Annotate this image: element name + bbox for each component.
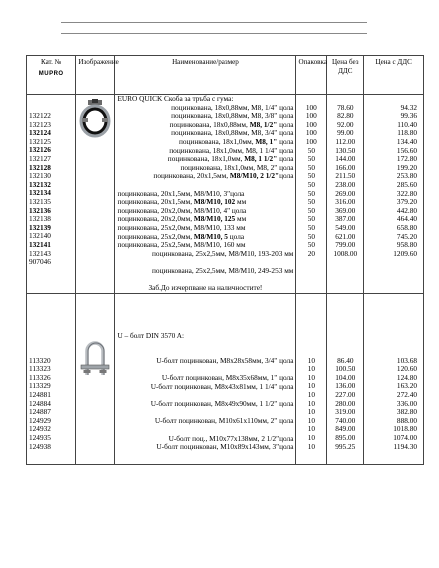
pack-cell: 10	[307, 433, 315, 442]
code-cell: 113320	[29, 355, 51, 365]
product-name: поцинкована, 20х1,5мм, M8/M10, 2 1/2"цола	[153, 171, 294, 181]
code-cell: 124881	[29, 390, 51, 400]
code-cell: 124938	[29, 441, 51, 451]
net-price-cell: 227.00	[335, 390, 356, 400]
product-name: поцинкована, 18х1,0мм, M8, 1 1/4" цола	[169, 145, 294, 155]
gross-price-cell: 120.60	[396, 364, 417, 374]
pack-cell: 100	[305, 128, 317, 138]
pack-cell: 50	[307, 145, 315, 155]
pack-cell: 10	[307, 381, 315, 391]
header-gross-price: Цена с ДДС	[364, 56, 424, 95]
gross-price-cell: 442.80	[396, 205, 417, 215]
section-u-bolt	[27, 332, 424, 461]
pack-cell: 50	[307, 214, 315, 224]
net-price-cell: 799.00	[335, 240, 356, 250]
section-euro-quick	[27, 95, 424, 294]
pack-cell: 50	[307, 171, 315, 181]
section1-net	[327, 95, 364, 294]
pack-cell: 10	[307, 398, 315, 408]
code-cell: 132132	[29, 179, 51, 189]
brand-logo: MUPRO	[38, 70, 64, 77]
pack-cell: 50	[307, 222, 315, 232]
pack-cell: 100	[305, 136, 317, 146]
price-list-table	[26, 55, 424, 465]
code-cell: 132128	[29, 162, 51, 172]
gross-price-cell: 888.00	[396, 415, 417, 425]
pack-cell: 10	[307, 364, 315, 374]
gross-price-cell: 118.80	[397, 128, 417, 138]
product-name: поцинкована, 20х2,0мм, M8/M10, 125 мм	[117, 214, 247, 224]
gross-price-cell: 1074.00	[393, 433, 417, 442]
net-price-cell: 86.40	[337, 355, 354, 365]
gross-price-cell: 336.00	[396, 398, 417, 408]
pack-cell: 50	[307, 154, 315, 164]
net-price-cell: 112.00	[335, 136, 356, 146]
product-name: поцинкована, 18х0,88мм, M8, 1/2" цола	[169, 119, 294, 129]
net-price-cell: 549.00	[335, 222, 356, 232]
section1-gross	[364, 95, 424, 294]
header-rule-2	[61, 33, 367, 34]
pack-cell: 50	[307, 188, 315, 198]
header-pack: Опаковка	[296, 56, 327, 95]
product-name: поцинкована, 25х2,5мм, M8/M10, 193-203 мм	[152, 248, 294, 258]
stock-note: Заб.До изчерпване на наличностите!	[148, 283, 263, 293]
product-name: поцинкована, 20х2,0мм, M8/M10, 4" цола	[117, 205, 247, 215]
code-cell: 132138	[29, 214, 51, 224]
code-cell: 124935	[29, 433, 51, 442]
product-name: U-болт поц., M10х77х138мм, 2 1/2"цола	[168, 433, 294, 443]
code-cell: 132127	[29, 153, 51, 163]
pack-cell: 100	[305, 111, 317, 121]
product-name: U-болт поцинкован, M8х43х81мм, 1 1/4" цола	[150, 382, 294, 392]
product-name: поцинкована, 25х2,0мм, M8/M10, 5 цола	[117, 231, 245, 241]
header-net-price: Цена без ДДС	[327, 56, 364, 95]
product-name: поцинкована, 18х1,0мм, M8, 1" цола	[178, 136, 294, 146]
gross-price-cell: 382.80	[396, 407, 417, 417]
gross-price-cell: 1194.30	[393, 441, 417, 451]
product-name: U-болт поцинкован, M8х35х68мм, 1" цола	[161, 373, 294, 383]
pack-cell: 20	[307, 248, 315, 258]
gross-price-cell: 110.40	[397, 119, 417, 129]
header-rule-1	[61, 22, 367, 23]
section2-codes	[27, 332, 76, 461]
gross-price-cell: 172.80	[396, 154, 417, 164]
gross-price-cell: 134.40	[396, 136, 417, 146]
net-price-cell: 621.00	[335, 231, 356, 241]
pack-cell: 100	[305, 119, 317, 129]
net-price-cell: 211.50	[335, 171, 356, 181]
net-price-cell: 136.00	[335, 381, 356, 391]
product-name: U-болт поцинкован, M8х28х58мм, 3/4" цола	[156, 356, 294, 366]
section1-codes	[27, 95, 76, 294]
product-name: поцинкована, 20х1,5мм, M8/M10, 3"цола	[117, 188, 245, 198]
gross-price-cell: 94.32	[400, 102, 417, 112]
pipe-clamp-image	[76, 95, 115, 294]
code-cell: 124932	[29, 424, 51, 434]
net-price-cell: 104.00	[335, 372, 356, 382]
gross-price-cell: 199.20	[396, 162, 417, 172]
product-name: поцинкована, 20х1,5мм, M8/M10, 102 мм	[117, 197, 247, 207]
code-cell: 132143	[29, 248, 51, 258]
net-price-cell: 78.60	[337, 102, 354, 112]
gross-price-cell: 379.20	[396, 197, 417, 207]
code-cell: 132135	[29, 196, 51, 206]
pack-cell: 100	[305, 102, 317, 112]
section2-pack	[296, 332, 327, 461]
code-cell: 132140	[29, 231, 51, 241]
code-cell: 124887	[29, 407, 51, 417]
product-name: поцинкована, 25х2,0мм, M8/M10, 133 мм	[117, 222, 246, 232]
pack-cell: 50	[307, 162, 315, 172]
gross-price-cell: 99.36	[400, 111, 417, 121]
gross-price-cell: 285.60	[396, 179, 417, 189]
net-price-cell: 1008.00	[333, 248, 358, 258]
code-cell: 113326	[29, 372, 51, 382]
product-name: поцинкована, 25х2,5мм, M8/M10, 249-253 мм	[152, 265, 294, 275]
net-price-cell: 849.00	[335, 424, 356, 434]
net-price-cell: 319.00	[335, 407, 356, 417]
net-price-cell: 387.00	[335, 214, 356, 224]
code-cell: 113329	[29, 381, 51, 391]
product-name: поцинкована, 18х0,88мм, M8, 3/8" цола	[171, 111, 294, 121]
net-price-cell: 316.00	[335, 197, 356, 207]
gross-price-cell: 253.80	[396, 171, 417, 181]
net-price-cell: 369.00	[335, 205, 356, 215]
product-name: поцинкована, 18х0,88мм, M8, 3/4" цола	[171, 128, 294, 138]
section2-net	[327, 332, 364, 461]
net-price-cell: 100.50	[335, 364, 356, 374]
code-cell: 132125	[29, 136, 51, 146]
table-header-row	[27, 56, 424, 95]
gross-price-cell: 464.40	[396, 214, 417, 224]
section2-title: U – болт DIN 3570 A:	[117, 330, 185, 340]
net-price-cell: 995.25	[335, 441, 356, 451]
pack-cell: 10	[307, 415, 315, 425]
pack-cell: 50	[307, 179, 315, 189]
product-name: U-болт поцинкован, M10х89х143мм, 3"цола	[156, 442, 294, 452]
product-name: U-болт поцинкован, M8х49х90мм, 1 1/2" цола	[150, 399, 294, 409]
gross-price-cell: 272.40	[396, 390, 417, 400]
gross-price-cell: 658.80	[396, 222, 417, 232]
net-price-cell: 895.00	[335, 433, 356, 442]
net-price-cell: 130.50	[335, 145, 356, 155]
section1-pack	[296, 95, 327, 294]
pack-cell: 10	[307, 407, 315, 417]
code-cell: 132123	[29, 119, 51, 129]
code-cell: 907046	[29, 257, 51, 267]
code-cell: 124929	[29, 415, 51, 425]
pack-cell: 50	[307, 240, 315, 250]
header-image: Изображение	[76, 56, 115, 95]
net-price-cell: 82.80	[337, 111, 354, 121]
pack-cell: 10	[307, 390, 315, 400]
pack-cell: 50	[307, 197, 315, 207]
gross-price-cell: 124.80	[396, 372, 417, 382]
net-price-cell: 740.00	[335, 415, 356, 425]
net-price-cell: 166.00	[335, 162, 356, 172]
section1-title: EURO QUICK Скоба за тръба с гума:	[117, 94, 234, 103]
code-cell: 132126	[29, 145, 51, 155]
net-price-cell: 280.00	[335, 398, 356, 408]
header-code: Кат. № MUPRO	[27, 56, 76, 95]
gross-price-cell: 1018.80	[393, 424, 417, 434]
gross-price-cell: 156.60	[396, 145, 417, 155]
gross-price-cell: 103.68	[396, 355, 417, 365]
pack-cell: 10	[307, 424, 315, 434]
net-price-cell: 144.00	[335, 154, 356, 164]
net-price-cell: 238.00	[335, 179, 356, 189]
product-name: поцинкована, 18х0,88мм, M8, 1/4" цола	[171, 102, 294, 112]
net-price-cell: 99.00	[337, 128, 354, 138]
gross-price-cell: 958.80	[396, 240, 417, 250]
section2-names	[115, 332, 296, 461]
net-price-cell: 269.00	[335, 188, 356, 198]
product-name: U-болт поцинкован, M10х61х110мм, 2" цола	[154, 416, 294, 426]
code-cell: 132130	[29, 171, 51, 181]
product-name: поцинкована, 18х1,0мм, M8, 2" цола	[180, 162, 294, 172]
code-cell: 132141	[29, 239, 51, 249]
gross-price-cell: 322.80	[396, 188, 417, 198]
net-price-cell: 92.00	[337, 119, 354, 129]
code-cell: 124884	[29, 398, 51, 408]
table-bottom-row	[27, 460, 424, 465]
gross-price-cell: 1209.60	[393, 248, 417, 258]
section1-names	[115, 95, 296, 294]
gross-price-cell: 163.20	[396, 381, 417, 391]
pack-cell: 10	[307, 355, 315, 365]
header-name: Наименование/размер	[115, 56, 296, 95]
pack-cell: 10	[307, 372, 315, 382]
gross-price-cell: 745.20	[396, 231, 417, 241]
code-cell: 132134	[29, 188, 51, 198]
pack-cell: 10	[307, 441, 315, 451]
section2-gross	[364, 332, 424, 461]
code-cell: 132136	[29, 205, 51, 215]
code-cell: 132124	[29, 128, 51, 138]
code-cell: 113323	[29, 364, 51, 374]
pack-cell: 50	[307, 205, 315, 215]
code-cell: 132122	[29, 111, 51, 120]
product-name: поцинкована, 18х1,0мм, M8, 1 1/2" цола	[167, 154, 294, 164]
pack-cell: 50	[307, 231, 315, 241]
u-bolt-image	[76, 332, 115, 461]
product-name: поцинкована, 25х2,5мм, M8/M10, 160 мм	[117, 240, 246, 250]
code-cell: 132139	[29, 222, 51, 232]
spacer-row	[27, 293, 424, 332]
